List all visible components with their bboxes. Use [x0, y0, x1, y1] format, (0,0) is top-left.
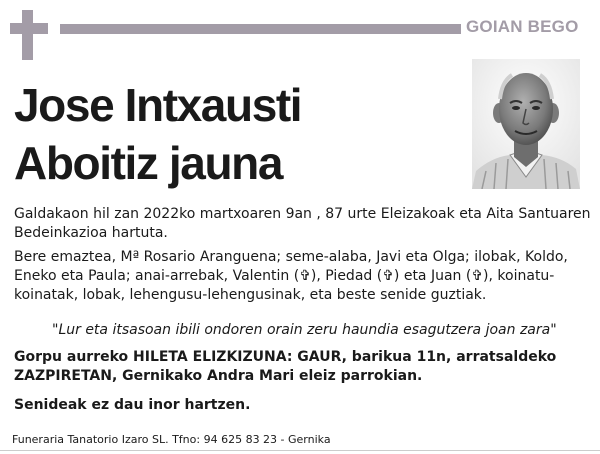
death-notice-paragraph: Galdakaon hil zan 2022ko martxoaren 9an , 87 urte Eleizakoak eta Aita Santuaren Bedeinkazioa hartuta.	[14, 206, 591, 241]
memorial-quote: "Lur eta itsasoan ibili ondoren orain zeru haundia esagutzera joan zara"	[52, 322, 557, 338]
header-bar	[60, 24, 461, 34]
deceased-name-line1: Jose Intxausti	[14, 79, 302, 131]
funeral-home-footer: Funeraria Tanatorio Izaro SL. Tfno: 94 625 83 23 - Gernika	[12, 433, 331, 446]
heading: GOIAN BEGO	[466, 17, 579, 36]
portrait-photo-icon	[472, 59, 580, 189]
family-paragraph: Bere emaztea, Mª Rosario Aranguena; seme-alaba, Javi eta Olga; ilobak, Koldo, Eneko eta Paula; anai-arrebak, Valentin (✞), Piedad (✞) eta Juan (✞), koinatu-koinatak, lobak, lehengusu-lehengusinak, eta beste senide guztiak.	[14, 249, 568, 303]
cross-icon	[10, 10, 48, 60]
funeral-paragraph: Gorpu aurreko HILETA ELIZKIZUNA: GAUR, barikua 11n, arratsaldeko ZAZPIRETAN, Gernikako Andra Mari eleiz parrokian.	[14, 349, 557, 384]
closing-paragraph: Senideak ez dau inor hartzen.	[14, 397, 251, 413]
portrait-photo	[472, 59, 580, 189]
deceased-name-line2: Aboitiz jauna	[14, 137, 283, 189]
bottom-divider	[0, 450, 600, 451]
